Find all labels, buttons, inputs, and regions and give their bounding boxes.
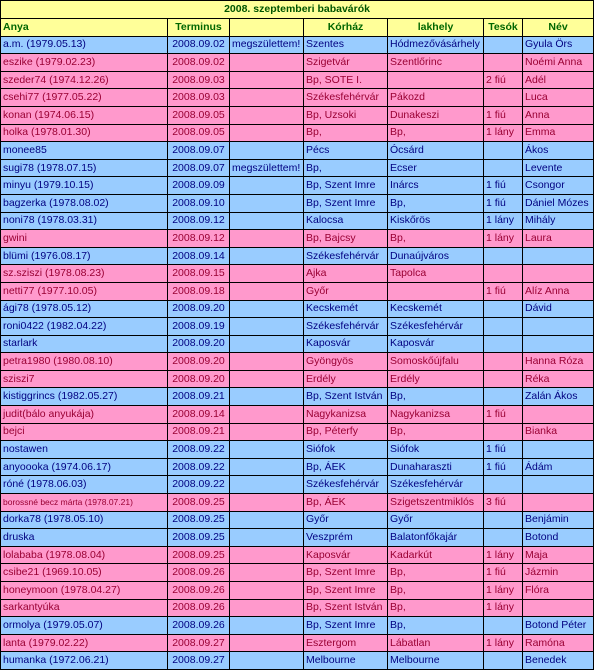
korhaz-cell: Székesfehérvár: [304, 318, 388, 336]
korhaz-cell: Székesfehérvár: [304, 89, 388, 107]
nev-cell: [523, 494, 594, 512]
table-row: [1, 177, 594, 195]
status-cell: [230, 564, 304, 582]
terminus-cell: 2008.09.21: [168, 388, 230, 406]
korhaz-cell: Kaposvár: [304, 335, 388, 353]
tesok-cell: [484, 159, 523, 177]
status-cell: [230, 634, 304, 652]
lakhely-cell: Kiskőrös: [388, 212, 484, 230]
table-row: [1, 582, 594, 600]
status-cell: [230, 335, 304, 353]
tesok-cell: [484, 318, 523, 336]
nev-cell: [523, 318, 594, 336]
lakhely-cell: Dunaújváros: [388, 247, 484, 265]
table-row: [1, 212, 594, 230]
status-cell: [230, 406, 304, 424]
lakhely-cell: Ócsárd: [388, 142, 484, 160]
terminus-cell: 2008.09.26: [168, 599, 230, 617]
status-cell: megszülettem!: [230, 159, 304, 177]
status-cell: [230, 230, 304, 248]
lakhely-cell: Székesfehérvár: [388, 318, 484, 336]
korhaz-cell: Esztergom: [304, 634, 388, 652]
korhaz-cell: Melbourne: [304, 652, 388, 670]
anya-cell: netti77 (1977.10.05): [1, 282, 168, 300]
table-row: [1, 494, 594, 512]
tesok-cell: [484, 54, 523, 72]
nev-cell: Dávid: [523, 300, 594, 318]
tesok-cell: 2 fiú: [484, 71, 523, 89]
table-row: [1, 36, 594, 54]
korhaz-cell: Székesfehérvár: [304, 247, 388, 265]
tesok-cell: 1 lány: [484, 582, 523, 600]
korhaz-cell: Bp, SOTE I.: [304, 71, 388, 89]
anya-cell: nostawen: [1, 441, 168, 459]
nev-cell: Botond: [523, 529, 594, 547]
lakhely-cell: Siófok: [388, 441, 484, 459]
terminus-cell: 2008.09.03: [168, 89, 230, 107]
korhaz-cell: Kaposvár: [304, 546, 388, 564]
korhaz-cell: Siófok: [304, 441, 388, 459]
table-row: [1, 617, 594, 635]
tesok-cell: 1 lány: [484, 634, 523, 652]
korhaz-cell: Bp, Szent Imre: [304, 582, 388, 600]
terminus-cell: 2008.09.26: [168, 617, 230, 635]
anya-cell: csehi77 (1977.05.22): [1, 89, 168, 107]
nev-cell: Gyula Örs: [523, 36, 594, 54]
anya-cell: borossné becz márta (1978.07.21): [1, 494, 168, 512]
tesok-cell: 1 fiú: [484, 282, 523, 300]
nev-cell: Dániel Mózes: [523, 194, 594, 212]
terminus-cell: 2008.09.09: [168, 177, 230, 195]
table-row: [1, 265, 594, 283]
status-cell: [230, 282, 304, 300]
table-row: [1, 106, 594, 124]
anya-cell: blümi (1976.08.17): [1, 247, 168, 265]
status-cell: [230, 388, 304, 406]
table-row: [1, 54, 594, 72]
terminus-cell: 2008.09.19: [168, 318, 230, 336]
korhaz-cell: Székesfehérvár: [304, 476, 388, 494]
lakhely-cell: [388, 282, 484, 300]
anya-cell: starlark: [1, 335, 168, 353]
nev-cell: [523, 476, 594, 494]
header-terminus: Terminus: [168, 19, 230, 37]
nev-cell: Flóra: [523, 582, 594, 600]
nev-cell: Ramóna: [523, 634, 594, 652]
terminus-cell: 2008.09.02: [168, 36, 230, 54]
anya-cell: sz.sziszi (1978.08.23): [1, 265, 168, 283]
header-lakhely: lakhely: [388, 19, 484, 37]
nev-cell: Botond Péter: [523, 617, 594, 635]
header-tesok: Tesók: [484, 19, 523, 37]
lakhely-cell: Bp,: [388, 194, 484, 212]
nev-cell: [523, 406, 594, 424]
nev-cell: Benjámin: [523, 511, 594, 529]
lakhely-cell: Balatonfőkajár: [388, 529, 484, 547]
terminus-cell: 2008.09.22: [168, 458, 230, 476]
anya-cell: holka (1978.01.30): [1, 124, 168, 142]
terminus-cell: 2008.09.14: [168, 406, 230, 424]
terminus-cell: 2008.09.25: [168, 511, 230, 529]
table-row: [1, 599, 594, 617]
nev-cell: Anna: [523, 106, 594, 124]
nev-cell: Hanna Róza: [523, 353, 594, 371]
korhaz-cell: Kalocsa: [304, 212, 388, 230]
korhaz-cell: Bp,: [304, 124, 388, 142]
nev-cell: Alíz Anna: [523, 282, 594, 300]
status-cell: [230, 423, 304, 441]
terminus-cell: 2008.09.20: [168, 353, 230, 371]
status-cell: [230, 494, 304, 512]
terminus-cell: 2008.09.12: [168, 230, 230, 248]
lakhely-cell: Bp,: [388, 423, 484, 441]
lakhely-cell: [388, 71, 484, 89]
nev-cell: [523, 265, 594, 283]
status-cell: [230, 54, 304, 72]
header-nev: Név: [523, 19, 594, 37]
lakhely-cell: Hódmezővásárhely: [388, 36, 484, 54]
nev-cell: [523, 335, 594, 353]
terminus-cell: 2008.09.07: [168, 159, 230, 177]
table-row: [1, 335, 594, 353]
tesok-cell: 1 fiú: [484, 564, 523, 582]
table-row: [1, 282, 594, 300]
anya-cell: dorka78 (1978.05.10): [1, 511, 168, 529]
korhaz-cell: Bp, Bajcsy: [304, 230, 388, 248]
lakhely-cell: Bp,: [388, 564, 484, 582]
tesok-cell: [484, 476, 523, 494]
anya-cell: sugi78 (1978.07.15): [1, 159, 168, 177]
korhaz-cell: Pécs: [304, 142, 388, 160]
nev-cell: Levente: [523, 159, 594, 177]
nev-cell: Adél: [523, 71, 594, 89]
tesok-cell: [484, 388, 523, 406]
header-korhaz: Kórház: [304, 19, 388, 37]
korhaz-cell: Bp, Uzsoki: [304, 106, 388, 124]
anya-cell: monee85: [1, 142, 168, 160]
anya-cell: ormolya (1979.05.07): [1, 617, 168, 635]
terminus-cell: 2008.09.12: [168, 212, 230, 230]
header-status: [230, 19, 304, 37]
nev-cell: [523, 441, 594, 459]
tesok-cell: [484, 335, 523, 353]
lakhely-cell: Kaposvár: [388, 335, 484, 353]
terminus-cell: 2008.09.18: [168, 282, 230, 300]
table-row: [1, 124, 594, 142]
table-row: [1, 546, 594, 564]
terminus-cell: 2008.09.20: [168, 335, 230, 353]
anya-cell: judit(bálo anyukája): [1, 406, 168, 424]
anya-cell: humanka (1972.06.21): [1, 652, 168, 670]
korhaz-cell: Szigetvár: [304, 54, 388, 72]
lakhely-cell: Erdély: [388, 370, 484, 388]
status-cell: [230, 318, 304, 336]
tesok-cell: [484, 89, 523, 107]
terminus-cell: 2008.09.22: [168, 476, 230, 494]
table-row: [1, 159, 594, 177]
terminus-cell: 2008.09.21: [168, 423, 230, 441]
tesok-cell: [484, 300, 523, 318]
lakhely-cell: Dunakeszi: [388, 106, 484, 124]
status-cell: [230, 71, 304, 89]
terminus-cell: 2008.09.20: [168, 300, 230, 318]
lakhely-cell: Győr: [388, 511, 484, 529]
table-row: [1, 511, 594, 529]
anya-cell: petra1980 (1980.08.10): [1, 353, 168, 371]
table-row: [1, 353, 594, 371]
tesok-cell: 1 lány: [484, 124, 523, 142]
tesok-cell: [484, 652, 523, 670]
lakhely-cell: Inárcs: [388, 177, 484, 195]
tesok-cell: 1 lány: [484, 230, 523, 248]
korhaz-cell: Győr: [304, 511, 388, 529]
anya-cell: lolababa (1978.08.04): [1, 546, 168, 564]
table-row: [1, 318, 594, 336]
terminus-cell: 2008.09.22: [168, 441, 230, 459]
table-body: [1, 1, 594, 670]
korhaz-cell: Győr: [304, 282, 388, 300]
lakhely-cell: Tapolca: [388, 265, 484, 283]
anya-cell: honeymoon (1978.04.27): [1, 582, 168, 600]
anya-cell: konan (1974.06.15): [1, 106, 168, 124]
tesok-cell: 1 fiú: [484, 406, 523, 424]
korhaz-cell: Bp,: [304, 159, 388, 177]
tesok-cell: 1 lány: [484, 546, 523, 564]
terminus-cell: 2008.09.02: [168, 54, 230, 72]
nev-cell: Noémi Anna: [523, 54, 594, 72]
terminus-cell: 2008.09.25: [168, 494, 230, 512]
korhaz-cell: Bp, Szent Imre: [304, 564, 388, 582]
header-anya: Anya: [1, 19, 168, 37]
anya-cell: a.m. (1979.05.13): [1, 36, 168, 54]
lakhely-cell: Nagykanizsa: [388, 406, 484, 424]
nev-cell: Jázmin: [523, 564, 594, 582]
terminus-cell: 2008.09.10: [168, 194, 230, 212]
terminus-cell: 2008.09.27: [168, 652, 230, 670]
table-row: [1, 423, 594, 441]
table-row: [1, 652, 594, 670]
sheet-title: 2008. szeptemberi babavárók: [1, 1, 594, 19]
anya-cell: roni0422 (1982.04.22): [1, 318, 168, 336]
status-cell: [230, 247, 304, 265]
nev-cell: Maja: [523, 546, 594, 564]
terminus-cell: 2008.09.20: [168, 370, 230, 388]
table-row: [1, 300, 594, 318]
table-row: [1, 247, 594, 265]
lakhely-cell: Pákozd: [388, 89, 484, 107]
lakhely-cell: Bp,: [388, 230, 484, 248]
lakhely-cell: Szigetszentmiklós: [388, 494, 484, 512]
anya-cell: gwini: [1, 230, 168, 248]
korhaz-cell: Bp, Szent Imre: [304, 617, 388, 635]
korhaz-cell: Nagykanizsa: [304, 406, 388, 424]
tesok-cell: [484, 142, 523, 160]
status-cell: [230, 194, 304, 212]
tesok-cell: 3 fiú: [484, 494, 523, 512]
korhaz-cell: Bp, Péterfy: [304, 423, 388, 441]
status-cell: [230, 511, 304, 529]
lakhely-cell: Szentlőrinc: [388, 54, 484, 72]
lakhely-cell: Somoskőújfalu: [388, 353, 484, 371]
terminus-cell: 2008.09.05: [168, 124, 230, 142]
terminus-cell: 2008.09.25: [168, 546, 230, 564]
nev-cell: Ádám: [523, 458, 594, 476]
nev-cell: [523, 247, 594, 265]
nev-cell: Luca: [523, 89, 594, 107]
tesok-cell: [484, 247, 523, 265]
terminus-cell: 2008.09.14: [168, 247, 230, 265]
tesok-cell: [484, 353, 523, 371]
tesok-cell: [484, 423, 523, 441]
tesok-cell: [484, 617, 523, 635]
tesok-cell: [484, 36, 523, 54]
lakhely-cell: Bp,: [388, 582, 484, 600]
tesok-cell: 1 lány: [484, 599, 523, 617]
status-cell: [230, 300, 304, 318]
anya-cell: bejci: [1, 423, 168, 441]
table-row: [1, 71, 594, 89]
tesok-cell: [484, 265, 523, 283]
table-row: [1, 441, 594, 459]
status-cell: [230, 652, 304, 670]
status-cell: [230, 441, 304, 459]
status-cell: [230, 529, 304, 547]
status-cell: [230, 212, 304, 230]
korhaz-cell: Veszprém: [304, 529, 388, 547]
terminus-cell: 2008.09.27: [168, 634, 230, 652]
table-row: [1, 406, 594, 424]
table-row: [1, 89, 594, 107]
terminus-cell: 2008.09.26: [168, 564, 230, 582]
terminus-cell: 2008.09.26: [168, 582, 230, 600]
status-cell: [230, 458, 304, 476]
korhaz-cell: Ajka: [304, 265, 388, 283]
lakhely-cell: Bp,: [388, 124, 484, 142]
terminus-cell: 2008.09.03: [168, 71, 230, 89]
lakhely-cell: Kecskemét: [388, 300, 484, 318]
status-cell: [230, 617, 304, 635]
status-cell: [230, 124, 304, 142]
tesok-cell: 1 fiú: [484, 441, 523, 459]
anya-cell: csibe21 (1969.10.05): [1, 564, 168, 582]
lakhely-cell: Dunaharaszti: [388, 458, 484, 476]
nev-cell: Csongor: [523, 177, 594, 195]
lakhely-cell: Melbourne: [388, 652, 484, 670]
korhaz-cell: Bp, ÁEK: [304, 494, 388, 512]
anya-cell: anyoooka (1974.06.17): [1, 458, 168, 476]
anya-cell: kistiggrincs (1982.05.27): [1, 388, 168, 406]
tesok-cell: 1 fiú: [484, 194, 523, 212]
anya-cell: szeder74 (1974.12.26): [1, 71, 168, 89]
anya-cell: sarkantyúka: [1, 599, 168, 617]
anya-cell: minyu (1979.10.15): [1, 177, 168, 195]
anya-cell: róné (1978.06.03): [1, 476, 168, 494]
nev-cell: Benedek: [523, 652, 594, 670]
nev-cell: Réka: [523, 370, 594, 388]
lakhely-cell: Székesfehérvár: [388, 476, 484, 494]
korhaz-cell: Gyöngyös: [304, 353, 388, 371]
table-row: [1, 142, 594, 160]
anya-cell: eszike (1979.02.23): [1, 54, 168, 72]
table-row: [1, 230, 594, 248]
nev-cell: Mihály: [523, 212, 594, 230]
title-row: [1, 1, 594, 19]
nev-cell: Laura: [523, 230, 594, 248]
korhaz-cell: Kecskemét: [304, 300, 388, 318]
nev-cell: Bianka: [523, 423, 594, 441]
korhaz-cell: Bp, Szent István: [304, 388, 388, 406]
terminus-cell: 2008.09.15: [168, 265, 230, 283]
tesok-cell: [484, 370, 523, 388]
nev-cell: Ákos: [523, 142, 594, 160]
anya-cell: sziszi7: [1, 370, 168, 388]
korhaz-cell: Szentes: [304, 36, 388, 54]
nev-cell: Emma: [523, 124, 594, 142]
status-cell: [230, 265, 304, 283]
nev-cell: Zalán Ákos: [523, 388, 594, 406]
tesok-cell: 1 fiú: [484, 177, 523, 195]
anya-cell: lanta (1979.02.22): [1, 634, 168, 652]
status-cell: [230, 476, 304, 494]
status-cell: megszülettem!: [230, 36, 304, 54]
table-row: [1, 388, 594, 406]
lakhely-cell: Bp,: [388, 617, 484, 635]
anya-cell: noni78 (1978.03.31): [1, 212, 168, 230]
korhaz-cell: Bp, Szent Imre: [304, 194, 388, 212]
korhaz-cell: Bp, Szent Imre: [304, 177, 388, 195]
terminus-cell: 2008.09.07: [168, 142, 230, 160]
status-cell: [230, 582, 304, 600]
tesok-cell: [484, 511, 523, 529]
anya-cell: ági78 (1978.05.12): [1, 300, 168, 318]
korhaz-cell: Bp, ÁEK: [304, 458, 388, 476]
tesok-cell: 1 fiú: [484, 106, 523, 124]
header-row: [1, 19, 594, 37]
table-row: [1, 458, 594, 476]
terminus-cell: 2008.09.25: [168, 529, 230, 547]
status-cell: [230, 142, 304, 160]
status-cell: [230, 89, 304, 107]
korhaz-cell: Erdély: [304, 370, 388, 388]
status-cell: [230, 106, 304, 124]
table-row: [1, 370, 594, 388]
korhaz-cell: Bp, Szent István: [304, 599, 388, 617]
status-cell: [230, 599, 304, 617]
lakhely-cell: Lábatlan: [388, 634, 484, 652]
status-cell: [230, 370, 304, 388]
tesok-cell: 1 lány: [484, 212, 523, 230]
terminus-cell: 2008.09.05: [168, 106, 230, 124]
nev-cell: [523, 599, 594, 617]
status-cell: [230, 177, 304, 195]
lakhely-cell: Kadarkút: [388, 546, 484, 564]
status-cell: [230, 353, 304, 371]
status-cell: [230, 546, 304, 564]
lakhely-cell: Bp,: [388, 388, 484, 406]
tesok-cell: 1 fiú: [484, 458, 523, 476]
table-row: [1, 529, 594, 547]
table-row: [1, 564, 594, 582]
lakhely-cell: Ecser: [388, 159, 484, 177]
anya-cell: bagzerka (1978.08.02): [1, 194, 168, 212]
anya-cell: druska: [1, 529, 168, 547]
table-row: [1, 476, 594, 494]
tesok-cell: [484, 529, 523, 547]
table-row: [1, 634, 594, 652]
table-row: [1, 194, 594, 212]
lakhely-cell: Bp,: [388, 599, 484, 617]
